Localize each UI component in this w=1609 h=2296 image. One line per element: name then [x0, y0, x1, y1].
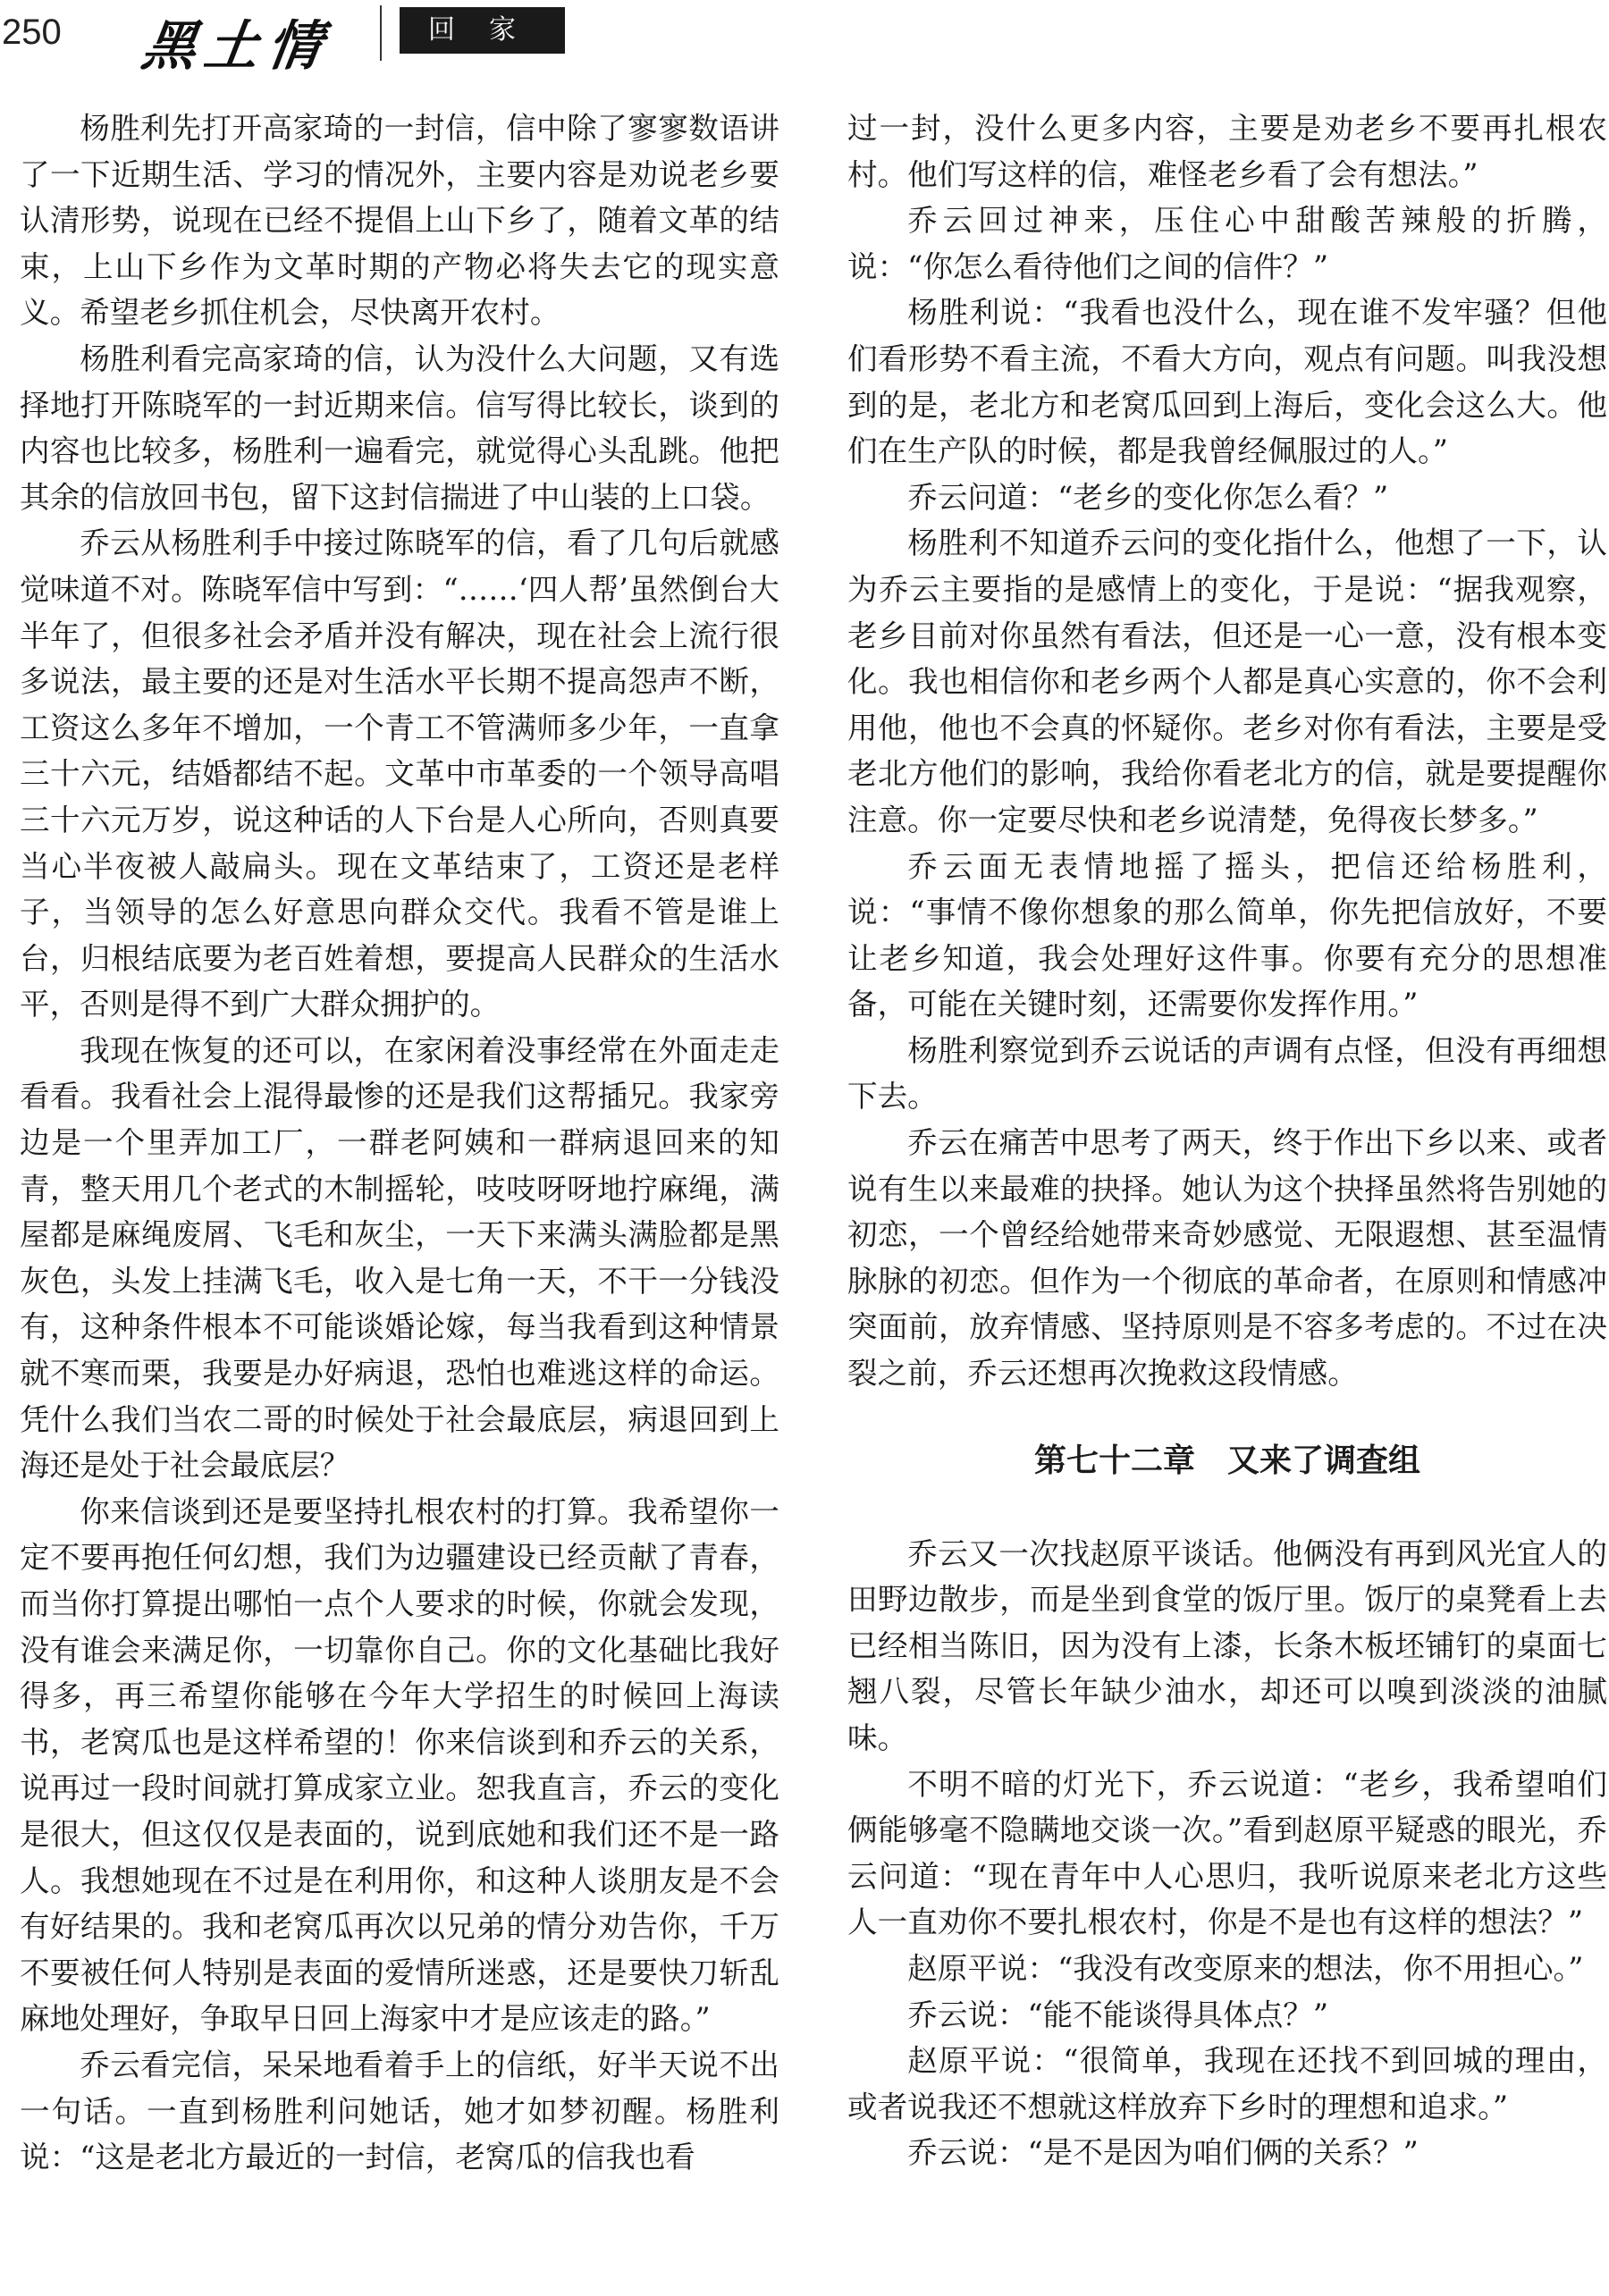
paragraph: 杨胜利先打开高家琦的一封信，信中除了寥寥数语讲了一下近期生活、学习的情况外，主要内容是劝说老乡要认清形势，说现在已经不提倡上山下乡了，随着文革的结束，上山下乡作为文革时期的产物必将失去它的现实意义。希望老乡抓住机会，尽快离开农村。 [20, 111, 779, 331]
right-column [847, 105, 1607, 2176]
chapter-title: 第七十二章 又来了调查组 [1033, 1442, 1420, 1479]
paragraph: 乔云又一次找赵原平谈话。他俩没有再到风光宜人的田野边散步，而是坐到食堂的饭厅里。饭厅的桌凳看上去已经相当陈旧，因为没有上漆，长条木板坯铺钉的桌面七翘八裂，尽管长年缺少油水，却还可以嗅到淡淡的油腻味。 [847, 1535, 1607, 1755]
section-label: 回家 [400, 7, 565, 54]
left-column [20, 105, 779, 2181]
page-number: 250 [2, 13, 62, 52]
paragraph: 杨胜利察觉到乔云说话的声调有点怪，但没有再细想下去。 [847, 1032, 1607, 1114]
paragraph: 杨胜利不知道乔云问的变化指什么，他想了一下，认为乔云主要指的是感情上的变化，于是说：“据我观察，老乡目前对你虽然有看法，但还是一心一意，没有根本变化。我也相信你和老乡两个人都是真心实意的，你不会利用他，他也不会真的怀疑你。老乡对你有看法，主要是受老北方他们的影响，我给你看老北方的信，就是要提醒你注意。你一定要尽快和老乡说清楚，免得夜长梦多。” [847, 526, 1607, 837]
paragraph: 乔云从杨胜利手中接过陈晓军的信，看了几句后就感觉味道不对。陈晓军信中写到：“……‘四人帮’虽然倒台大半年了，但很多社会矛盾并没有解决，现在社会上流行很多说法，最主要的还是对生活水平长期不提高怨声不断，工资这么多年不增加，一个青工不管满师多少年，一直拿三十六元，结婚都结不起。文革中市革委的一个领导高唱三十六元万岁，说这种话的人下台是人心所向，否则真要当心半夜被人敲扁头。现在文革结束了，工资还是老样子，当领导的怎么好意思向群众交代。我看不管是谁上台，归根结底要为老百姓着想，要提高人民群众的生活水平，否则是得不到广大群众拥护的。 [20, 526, 779, 1022]
header-divider [380, 5, 382, 61]
paragraph: 乔云问道：“老乡的变化你怎么看？” [907, 479, 1389, 515]
paragraph: 乔云说：“是不是因为咱们俩的关系？” [907, 2135, 1419, 2171]
continued-paragraph: 过一封，没什么更多内容，主要是劝老乡不要再扎根农村。他们写这样的信，难怪老乡看了会有想法。” [847, 111, 1607, 192]
paragraph: 你来信谈到还是要坚持扎根农村的打算。我希望你一定不要再抱任何幻想，我们为边疆建设已经贡献了青春，而当你打算提出哪怕一点个人要求的时候，你就会发现，没有谁会来满足你，一切靠你自己。你的文化基础比我好得多，再三希望你能够在今年大学招生的时候回上海读书，老窝瓜也是这样希望的！你来信谈到和乔云的关系，说再过一段时间就打算成家立业。恕我直言，乔云的变化是很大，但这仅仅是表面的，说到底她和我们还不是一路人。我想她现在不过是在利用你，和这种人谈朋友是不会有好结果的。我和老窝瓜再次以兄弟的情分劝告你，千万不要被任何人特别是表面的爱情所迷惑，还是要快刀斩乱麻地处理好，争取早日回上海家中才是应该走的路。” [20, 1493, 779, 2037]
paragraph: 杨胜利说：“我看也没什么，现在谁不发牢骚？但他们看形势不看主流，不看大方向，观点有问题。叫我没想到的是，老北方和老窝瓜回到上海后，变化会这么大。他们在生产队的时候，都是我曾经佩服过的人。” [847, 295, 1607, 469]
paragraph: 乔云面无表情地摇了摇头，把信还给杨胜利，说：“事情不像你想象的那么简单，你先把信放好，不要让老乡知道，我会处理好这件事。你要有充分的思想准备，可能在关键时刻，还需要你发挥作用。” [847, 848, 1607, 1022]
page-header [0, 0, 1609, 78]
paragraph: 不明不暗的灯光下，乔云说道：“老乡，我希望咱们俩能够毫不隐瞒地交谈一次。”看到赵原平疑惑的眼光，乔云问道：“现在青年中人心思归，我听说原来老北方这些人一直劝你不要扎根农村，你是不是也有这样的想法？” [847, 1766, 1607, 1940]
magazine-logo: 黑土情 [138, 15, 335, 78]
paragraph: 乔云说：“能不能谈得具体点？” [907, 1997, 1329, 2032]
paragraph: 赵原平说：“我没有改变原来的想法，你不用担心。” [907, 1950, 1584, 1986]
paragraph: 赵原平说：“很简单，我现在还找不到回城的理由，或者说我还不想就这样放弃下乡时的理想和追求。” [847, 2043, 1607, 2124]
paragraph: 乔云回过神来，压住心中甜酸苦辣般的折腾，说：“你怎么看待他们之间的信件？” [847, 203, 1607, 284]
paragraph: 我现在恢复的还可以，在家闲着没事经常在外面走走看看。我看社会上混得最惨的还是我们这帮插兄。我家旁边是一个里弄加工厂，一群老阿姨和一群病退回来的知青，整天用几个老式的木制摇轮，吱吱呀呀地拧麻绳，满屋都是麻绳废屑、飞毛和灰尘，一天下来满头满脸都是黑灰色，头发上挂满飞毛，收入是七角一天，不干一分钱没有，这种条件根本不可能谈婚论嫁，每当我看到这种情景就不寒而栗，我要是办好病退，恐怕也难逃这样的命运。凭什么我们当农二哥的时候处于社会最底层，病退回到上海还是处于社会最底层？ [20, 1032, 779, 1484]
paragraph: 乔云看完信，呆呆地看着手上的信纸，好半天说不出一句话。一直到杨胜利问她话，她才如梦初醒。杨胜利说：“这是老北方最近的一封信，老窝瓜的信我也看 [20, 2047, 779, 2175]
paragraph: 乔云在痛苦中思考了两天，终于作出下乡以来、或者说有生以来最难的抉择。她认为这个抉择虽然将告别她的初恋，一个曾经给她带来奇妙感觉、无限遐想、甚至温情脉脉的初恋。但作为一个彻底的革命者，在原则和情感冲突面前，放弃情感、坚持原则是不容多考虑的。不过在决裂之前，乔云还想再次挽救这段情感。 [847, 1125, 1607, 1392]
paragraph: 杨胜利看完高家琦的信，认为没什么大问题，又有选择地打开陈晓军的一封近期来信。信写得比较长，谈到的内容也比较多，杨胜利一遍看完，就觉得心头乱跳。他把其余的信放回书包，留下这封信揣进了中山装的上口袋。 [20, 341, 779, 515]
